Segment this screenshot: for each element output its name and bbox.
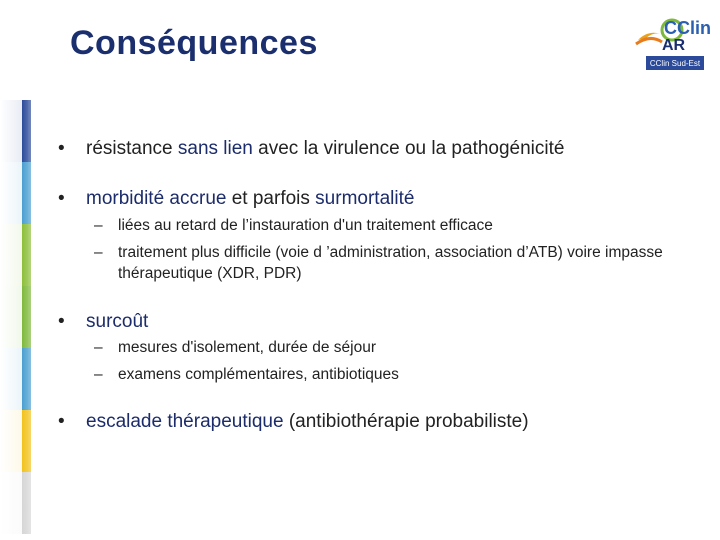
plain-text: et parfois bbox=[226, 188, 316, 209]
emphasized-text: escalade thérapeutique bbox=[86, 411, 284, 432]
bullet-text bbox=[86, 137, 564, 161]
decorative-color-sidebar bbox=[0, 100, 36, 540]
cclin-logo bbox=[632, 8, 716, 74]
bullet-text bbox=[86, 187, 414, 211]
bullet-marker: • bbox=[58, 311, 65, 332]
sub-bullet-text: traitement plus difficile (voie d ’administration, association d’ATB) voire impasse thérapeutique (XDR, PDR) bbox=[118, 244, 663, 282]
bullet-marker: • bbox=[58, 411, 65, 432]
sub-bullet-marker: – bbox=[94, 366, 103, 383]
sub-bullet-text: liées au retard de l’instauration d'un traitement efficace bbox=[118, 217, 493, 234]
emphasized-text: morbidité accrue bbox=[86, 188, 227, 209]
plain-text: (antibiothérapie probabiliste) bbox=[283, 411, 529, 432]
logo-caption: CClin Sud-Est bbox=[649, 59, 701, 68]
sub-bullet-text: examens complémentaires, antibiotiques bbox=[118, 366, 399, 383]
emphasized-text: surcoût bbox=[86, 311, 149, 332]
emphasized-text: surmortalité bbox=[315, 188, 415, 209]
slide-title: Conséquences bbox=[70, 24, 318, 62]
bullet-marker: • bbox=[58, 188, 65, 209]
bullet-text bbox=[86, 410, 529, 434]
bullet-text bbox=[86, 310, 148, 334]
emphasized-text: sans lien bbox=[177, 138, 253, 159]
sub-bullet-marker: – bbox=[94, 244, 103, 261]
plain-text: résistance bbox=[86, 138, 178, 159]
logo-mark-text: CClin bbox=[664, 18, 711, 38]
sub-bullet-marker: – bbox=[94, 339, 103, 356]
sub-bullet-marker: – bbox=[94, 217, 103, 234]
bullet-marker: • bbox=[58, 138, 65, 159]
logo-mark-sub: AR bbox=[662, 37, 686, 54]
plain-text: avec la virulence ou la pathogénicité bbox=[252, 138, 565, 159]
cclin-logo-graphic bbox=[632, 8, 716, 74]
sub-bullet-text: mesures d'isolement, durée de séjour bbox=[118, 339, 376, 356]
